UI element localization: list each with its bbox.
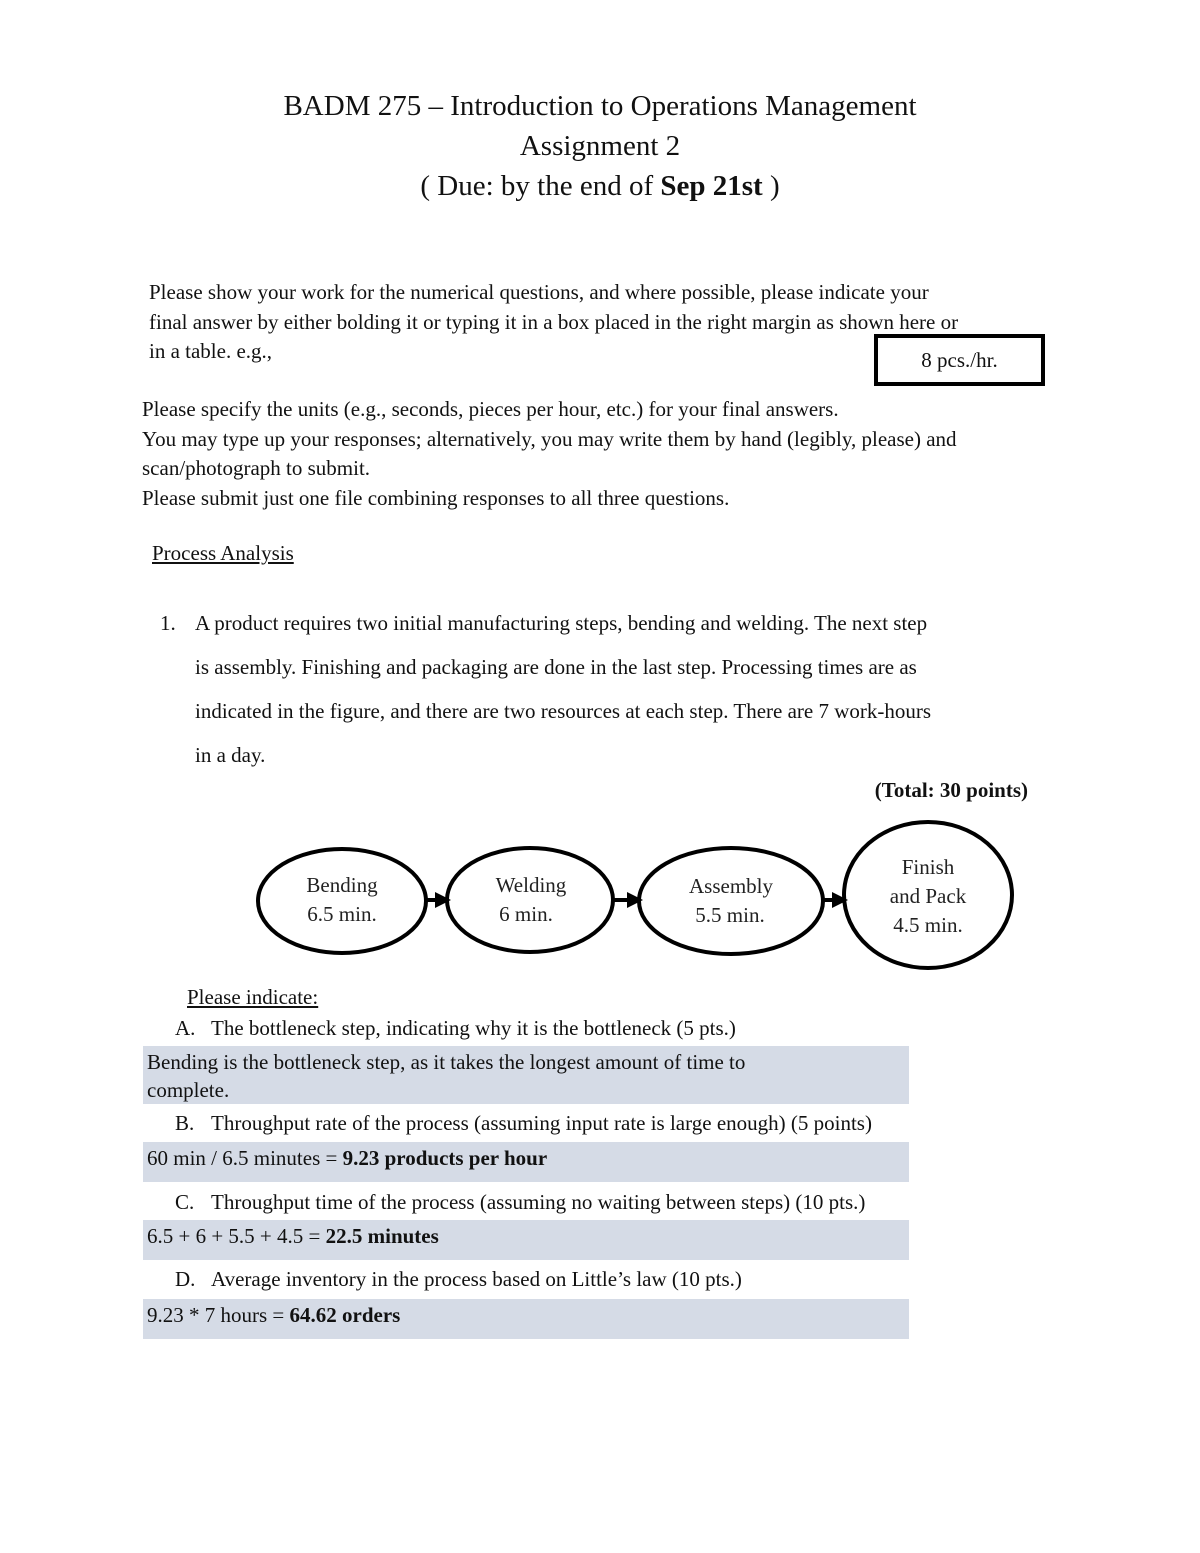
answer-line: complete. xyxy=(147,1078,230,1102)
part-c-question xyxy=(175,1188,865,1216)
please-indicate-heading: Please indicate: xyxy=(187,985,319,1009)
part-letter: C. xyxy=(175,1190,195,1214)
welding-time: 6 min. xyxy=(499,902,553,926)
bending-step-node xyxy=(258,849,426,953)
answer-bold: 64.62 orders xyxy=(289,1303,401,1327)
answer-bold: 22.5 minutes xyxy=(325,1224,439,1248)
answer-plain: 60 min / 6.5 minutes = xyxy=(147,1146,343,1170)
part-question-text: Average inventory in the process based on Little’s law (10 pts.) xyxy=(211,1267,742,1291)
instruction-line: Please show your work for the numerical questions, and where possible, please indicate your xyxy=(149,280,929,304)
due-prefix: ( Due: by the end of xyxy=(420,170,661,202)
question-line: A product requires two initial manufacturing steps, bending and welding. The next step xyxy=(195,611,928,635)
welding-label: Welding xyxy=(495,873,567,897)
part-letter: A. xyxy=(175,1016,196,1040)
answer-plain: 6.5 + 6 + 5.5 + 4.5 = xyxy=(147,1224,326,1248)
note-line: scan/photograph to submit. xyxy=(142,456,371,480)
part-question-text: Throughput rate of the process (assuming input rate is large enough) (5 points) xyxy=(211,1111,872,1135)
answer-plain: 9.23 * 7 hours = xyxy=(147,1303,290,1327)
note-line: Please specify the units (e.g., seconds, pieces per hour, etc.) for your final answers. xyxy=(142,397,839,421)
question-text xyxy=(195,601,1045,777)
question-line: indicated in the figure, and there are two resources at each step. There are 7 work-hours xyxy=(195,699,932,723)
part-d-answer[interactable] xyxy=(143,1299,909,1339)
assembly-label: Assembly xyxy=(689,874,773,898)
process-flow-diagram xyxy=(250,812,1030,980)
section-title: Process Analysis xyxy=(152,541,294,565)
question-number: 1. xyxy=(160,611,176,635)
part-letter: B. xyxy=(175,1111,195,1135)
part-b-answer[interactable] xyxy=(143,1142,909,1182)
question-line: in a day. xyxy=(195,743,266,767)
part-question-text: Throughput time of the process (assuming no waiting between steps) (10 pts.) xyxy=(211,1190,866,1214)
finish-label: Finish xyxy=(901,855,955,879)
assignment-title: Assignment 2 xyxy=(519,130,681,162)
part-b-question xyxy=(175,1109,872,1137)
note-line: Please submit just one file combining responses to all three questions. xyxy=(142,485,730,510)
due-date: Sep 21st xyxy=(660,170,763,202)
due-line xyxy=(0,166,1200,206)
finish-pack-time: 4.5 min. xyxy=(893,913,963,937)
part-d-question xyxy=(175,1265,742,1293)
assembly-step-node xyxy=(639,848,823,954)
part-a-answer[interactable] xyxy=(143,1046,909,1104)
part-a-question xyxy=(175,1014,736,1042)
note-line: You may type up your responses; alternatively, you may write them by hand (legibly, please) and xyxy=(142,426,957,451)
course-title: BADM 275 – Introduction to Operations Management xyxy=(283,90,917,122)
bending-label: Bending xyxy=(306,873,378,897)
due-suffix: ) xyxy=(762,170,780,202)
pack-label: and Pack xyxy=(889,884,967,908)
answer-line: Bending is the bottleneck step, as it takes the longest amount of time to xyxy=(147,1050,746,1074)
total-points: (Total: 30 points) xyxy=(874,778,1028,802)
bending-time: 6.5 min. xyxy=(307,902,377,926)
welding-step-node xyxy=(447,848,613,952)
part-question-text: The bottleneck step, indicating why it is the bottleneck (5 pts.) xyxy=(211,1016,736,1040)
part-letter: D. xyxy=(175,1267,196,1291)
assembly-time: 5.5 min. xyxy=(695,903,765,927)
notes-paragraph xyxy=(142,395,1082,513)
instruction-line: final answer by either bolding it or typing it in a box placed in the right margin as shown here or xyxy=(149,309,959,334)
answer-bold: 9.23 products per hour xyxy=(342,1146,548,1170)
question-line: is assembly. Finishing and packaging are done in the last step. Processing times are as xyxy=(195,655,917,679)
example-answer-box: 8 pcs./hr. xyxy=(874,334,1045,386)
instruction-line: in a table. e.g., xyxy=(149,339,273,363)
part-c-answer[interactable] xyxy=(143,1220,909,1260)
